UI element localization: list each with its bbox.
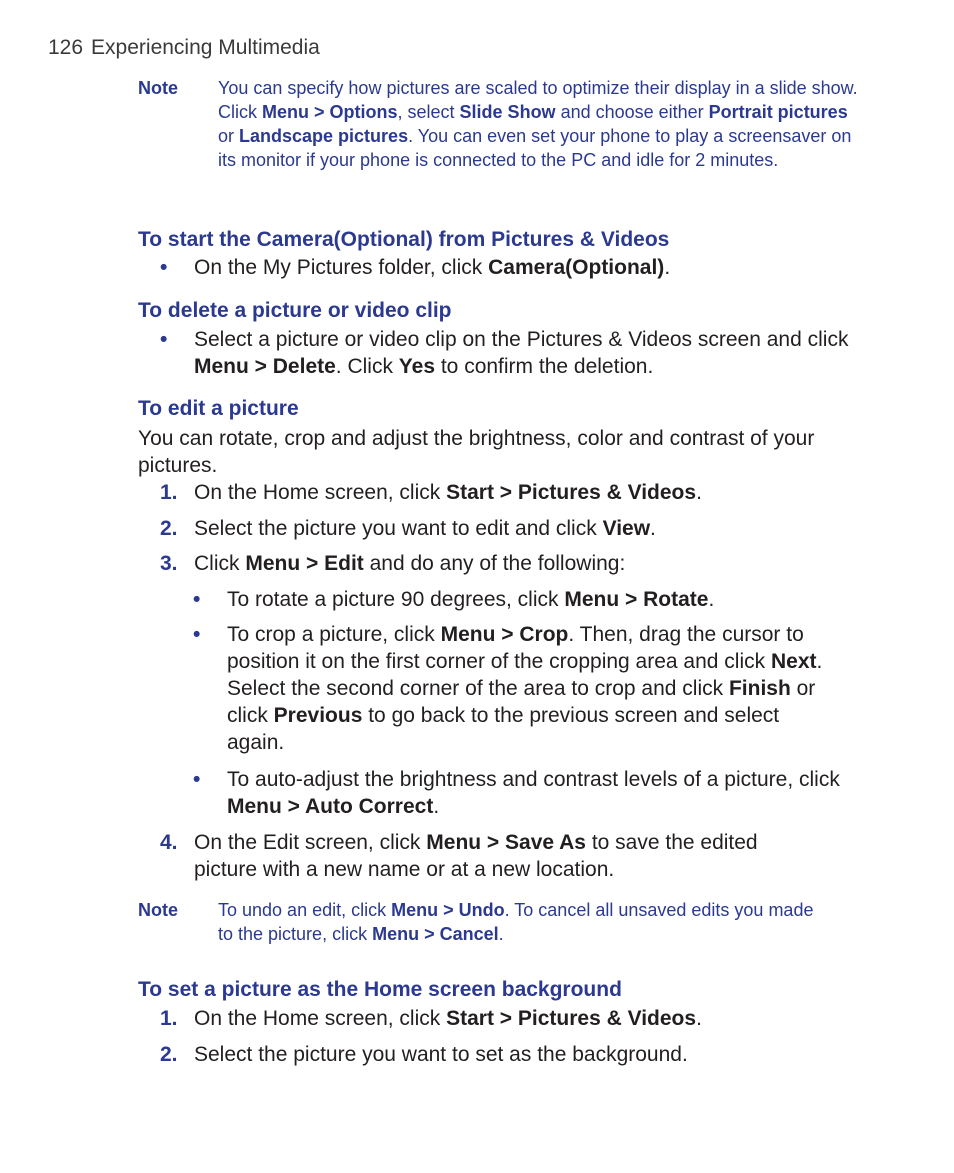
- bullet: •: [193, 768, 201, 791]
- heading-start-camera: To start the Camera(Optional) from Pictures & Videos: [138, 228, 670, 251]
- note-label: Note: [138, 78, 178, 98]
- note-text: You can specify how pictures are scaled to optimize their display in a slide show. Click Menu > Options, select Slide Show and choose either Portrait pictures or Landscape pictures. You can even set your phone to play a screensaver on its monitor if your phone is connected to the PC and idle for 2 minutes.: [218, 78, 858, 170]
- bullet: •: [193, 623, 201, 646]
- heading-delete: To delete a picture or video clip: [138, 299, 452, 322]
- bullet: •: [160, 256, 168, 279]
- bullet: •: [193, 588, 201, 611]
- note-label: Note: [138, 900, 178, 920]
- page-number: 126: [48, 36, 84, 59]
- heading-edit: To edit a picture: [138, 397, 299, 420]
- note-text: To undo an edit, click Menu > Undo. To cancel all unsaved edits you made to the picture, click Menu > Cancel.: [218, 900, 814, 944]
- bullet: •: [160, 328, 168, 351]
- heading-set-background: To set a picture as the Home screen background: [138, 978, 622, 1001]
- edit-intro: You can rotate, crop and adjust the brightness, color and contrast of your pictures.: [138, 427, 815, 477]
- page-header: [48, 36, 320, 60]
- chapter-title: Experiencing Multimedia: [91, 36, 320, 59]
